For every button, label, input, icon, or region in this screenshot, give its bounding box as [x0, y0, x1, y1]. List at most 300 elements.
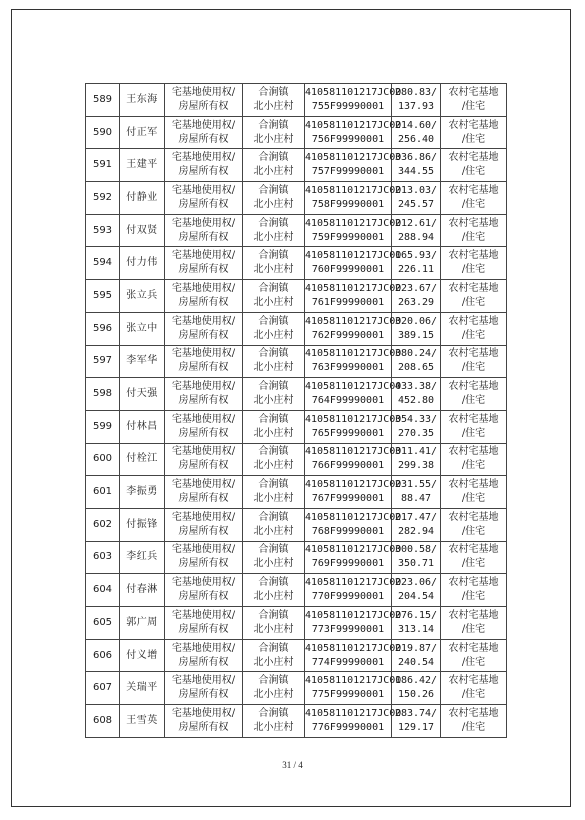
cell-index: 602 — [86, 508, 120, 541]
cell-unit-code-line: 757F99990001 — [311, 166, 385, 178]
cell-right-type-line: 房屋所有权 — [178, 656, 229, 668]
cell-unit-code-line: 774F99990001 — [311, 656, 385, 668]
cell-index: 596 — [86, 312, 120, 345]
cell-usage — [441, 378, 507, 411]
cell-area-line: 217.47/ — [394, 511, 438, 523]
cell-location — [243, 607, 305, 640]
cell-unit-code — [305, 84, 402, 117]
cell-area-line: 288.94 — [397, 231, 435, 243]
cell-area-line: 389.15 — [397, 329, 435, 341]
cell-location — [243, 312, 305, 345]
cell-unit-code — [305, 476, 402, 509]
cell-area — [392, 280, 441, 313]
cell-owner-name: 付双贤 — [120, 214, 165, 247]
table-row — [86, 84, 507, 117]
cell-index: 605 — [86, 607, 120, 640]
cell-owner-name: 王建平 — [120, 149, 165, 182]
cell-unit-code-line: 410581101217JC00 — [305, 707, 402, 719]
cell-area-line: 452.80 — [397, 395, 435, 407]
cell-right-type — [165, 378, 243, 411]
cell-right-type — [165, 639, 243, 672]
cell-location-line: 合涧镇 — [258, 250, 289, 262]
cell-location — [243, 214, 305, 247]
cell-right-type — [165, 182, 243, 215]
cell-right-type-line: 宅基地使用权/ — [171, 707, 236, 719]
cell-location — [243, 182, 305, 215]
cell-usage — [441, 247, 507, 280]
cell-index: 600 — [86, 443, 120, 476]
cell-unit-code-line: 767F99990001 — [311, 493, 385, 505]
cell-unit-code — [305, 541, 402, 574]
cell-right-type-line: 宅基地使用权/ — [171, 217, 236, 229]
cell-usage — [441, 541, 507, 574]
cell-usage-line: 农村宅基地 — [448, 675, 499, 687]
cell-area — [392, 476, 441, 509]
page-number: 31 / 4 — [282, 760, 303, 770]
cell-unit-code-line: 410581101217JC00 — [305, 282, 402, 294]
cell-unit-code — [305, 182, 402, 215]
cell-usage-line: /住宅 — [461, 427, 486, 439]
cell-unit-code-line: 773F99990001 — [311, 623, 385, 635]
cell-right-type-line: 房屋所有权 — [178, 264, 229, 276]
cell-area-line: 219.87/ — [394, 642, 438, 654]
cell-area-line: 433.38/ — [394, 381, 438, 393]
cell-owner-name: 张立中 — [120, 312, 165, 345]
cell-owner-name: 付振锋 — [120, 508, 165, 541]
table-row — [86, 149, 507, 182]
cell-index: 599 — [86, 410, 120, 443]
cell-unit-code-line: 756F99990001 — [311, 133, 385, 145]
cell-right-type-line: 宅基地使用权/ — [171, 446, 236, 458]
cell-usage-line: /住宅 — [461, 525, 486, 537]
table-row — [86, 476, 507, 509]
cell-area-line: 137.93 — [397, 100, 435, 112]
cell-usage — [441, 84, 507, 117]
cell-unit-code — [305, 705, 402, 738]
cell-location — [243, 508, 305, 541]
cell-unit-code-line: 410581101217JC00 — [305, 511, 402, 523]
cell-usage-line: /住宅 — [461, 133, 486, 145]
cell-unit-code-line: 410581101217JC00 — [305, 642, 402, 654]
cell-unit-code-line: 410581101217JC00 — [305, 217, 402, 229]
cell-right-type — [165, 149, 243, 182]
cell-usage-line: /住宅 — [461, 296, 486, 308]
cell-right-type — [165, 345, 243, 378]
table-body — [86, 84, 507, 738]
cell-area-line: 280.83/ — [394, 86, 438, 98]
cell-owner-name: 李红兵 — [120, 541, 165, 574]
cell-area-line: 313.14 — [397, 623, 435, 635]
cell-unit-code-line: 759F99990001 — [311, 231, 385, 243]
cell-right-type-line: 宅基地使用权/ — [171, 348, 236, 360]
cell-right-type — [165, 214, 243, 247]
table-row — [86, 247, 507, 280]
cell-unit-code — [305, 345, 402, 378]
cell-unit-code-line: 768F99990001 — [311, 525, 385, 537]
cell-usage-line: 农村宅基地 — [448, 707, 499, 719]
cell-location — [243, 84, 305, 117]
cell-unit-code-line: 764F99990001 — [311, 395, 385, 407]
cell-area-line: 270.35 — [397, 427, 435, 439]
cell-location-line: 北小庄村 — [253, 493, 294, 505]
cell-right-type-line: 宅基地使用权/ — [171, 282, 236, 294]
cell-area-line: 165.93/ — [394, 250, 438, 262]
cell-area-line: 311.41/ — [394, 446, 438, 458]
cell-index: 594 — [86, 247, 120, 280]
cell-usage-line: /住宅 — [461, 689, 486, 701]
cell-area-line: 208.65 — [397, 362, 435, 374]
cell-index: 593 — [86, 214, 120, 247]
registration-table — [85, 83, 507, 738]
table-row — [86, 705, 507, 738]
cell-index: 589 — [86, 84, 120, 117]
cell-owner-name: 付林昌 — [120, 410, 165, 443]
cell-usage-line: 农村宅基地 — [448, 152, 499, 164]
cell-location-line: 北小庄村 — [253, 133, 294, 145]
table-row — [86, 378, 507, 411]
cell-unit-code-line: 758F99990001 — [311, 198, 385, 210]
cell-usage — [441, 574, 507, 607]
cell-area-line: 350.71 — [397, 558, 435, 570]
cell-area-line: 129.17 — [397, 721, 435, 733]
cell-area-line: 240.54 — [397, 656, 435, 668]
cell-right-type — [165, 508, 243, 541]
cell-right-type-line: 宅基地使用权/ — [171, 250, 236, 262]
cell-unit-code-line: 410581101217JC00 — [305, 315, 402, 327]
cell-unit-code-line: 410581101217JC00 — [305, 413, 402, 425]
cell-area — [392, 705, 441, 738]
cell-area — [392, 574, 441, 607]
cell-owner-name: 李军华 — [120, 345, 165, 378]
cell-area-line: 88.47 — [400, 493, 432, 505]
cell-right-type-line: 宅基地使用权/ — [171, 479, 236, 491]
cell-area — [392, 607, 441, 640]
cell-unit-code-line: 410581101217JC00 — [305, 348, 402, 360]
cell-usage-line: 农村宅基地 — [448, 119, 499, 131]
cell-area-line: 263.29 — [397, 296, 435, 308]
cell-area — [392, 312, 441, 345]
table-row — [86, 639, 507, 672]
cell-area — [392, 410, 441, 443]
cell-usage-line: /住宅 — [461, 264, 486, 276]
cell-unit-code-line: 410581101217JC00 — [305, 381, 402, 393]
cell-location-line: 合涧镇 — [258, 675, 289, 687]
cell-unit-code-line: 762F99990001 — [311, 329, 385, 341]
cell-area-line: 223.67/ — [394, 282, 438, 294]
cell-unit-code — [305, 443, 402, 476]
cell-right-type-line: 房屋所有权 — [178, 362, 229, 374]
cell-right-type-line: 宅基地使用权/ — [171, 119, 236, 131]
cell-usage — [441, 672, 507, 705]
table-row — [86, 280, 507, 313]
cell-usage-line: /住宅 — [461, 623, 486, 635]
cell-unit-code-line: 761F99990001 — [311, 296, 385, 308]
cell-unit-code — [305, 378, 402, 411]
cell-right-type-line: 房屋所有权 — [178, 689, 229, 701]
cell-area-line: 380.24/ — [394, 348, 438, 360]
cell-location-line: 北小庄村 — [253, 296, 294, 308]
cell-location — [243, 639, 305, 672]
cell-owner-name: 付静业 — [120, 182, 165, 215]
cell-area-line: 354.33/ — [394, 413, 438, 425]
cell-usage-line: /住宅 — [461, 100, 486, 112]
cell-location-line: 北小庄村 — [253, 362, 294, 374]
table-row — [86, 508, 507, 541]
cell-area — [392, 345, 441, 378]
cell-location-line: 合涧镇 — [258, 86, 289, 98]
cell-location-line: 合涧镇 — [258, 381, 289, 393]
cell-location-line: 合涧镇 — [258, 217, 289, 229]
cell-unit-code — [305, 214, 402, 247]
cell-location-line: 合涧镇 — [258, 184, 289, 196]
cell-location-line: 合涧镇 — [258, 577, 289, 589]
cell-usage-line: 农村宅基地 — [448, 609, 499, 621]
cell-right-type-line: 房屋所有权 — [178, 591, 229, 603]
cell-usage-line: /住宅 — [461, 493, 486, 505]
cell-location-line: 合涧镇 — [258, 152, 289, 164]
cell-location-line: 合涧镇 — [258, 511, 289, 523]
cell-area-line: 282.94 — [397, 525, 435, 537]
cell-location — [243, 672, 305, 705]
cell-usage-line: 农村宅基地 — [448, 446, 499, 458]
cell-usage — [441, 280, 507, 313]
cell-usage-line: 农村宅基地 — [448, 642, 499, 654]
cell-right-type-line: 宅基地使用权/ — [171, 642, 236, 654]
cell-owner-name: 张立兵 — [120, 280, 165, 313]
cell-right-type-line: 房屋所有权 — [178, 558, 229, 570]
cell-area — [392, 149, 441, 182]
table-row — [86, 116, 507, 149]
cell-unit-code-line: 410581101217JC00 — [305, 544, 402, 556]
cell-usage-line: 农村宅基地 — [448, 381, 499, 393]
cell-area-line: 300.58/ — [394, 544, 438, 556]
cell-unit-code-line: 770F99990001 — [311, 591, 385, 603]
cell-owner-name: 王东海 — [120, 84, 165, 117]
cell-right-type-line: 房屋所有权 — [178, 721, 229, 733]
cell-location-line: 北小庄村 — [253, 100, 294, 112]
cell-usage — [441, 607, 507, 640]
cell-right-type-line: 宅基地使用权/ — [171, 675, 236, 687]
cell-right-type-line: 房屋所有权 — [178, 493, 229, 505]
cell-location-line: 北小庄村 — [253, 460, 294, 472]
cell-right-type-line: 宅基地使用权/ — [171, 413, 236, 425]
cell-unit-code — [305, 607, 402, 640]
cell-location-line: 北小庄村 — [253, 264, 294, 276]
cell-location-line: 北小庄村 — [253, 329, 294, 341]
cell-unit-code-line: 410581101217JC00 — [305, 446, 402, 458]
table-row — [86, 574, 507, 607]
cell-area — [392, 639, 441, 672]
cell-location-line: 合涧镇 — [258, 707, 289, 719]
cell-usage-line: /住宅 — [461, 231, 486, 243]
cell-unit-code — [305, 280, 402, 313]
cell-right-type — [165, 410, 243, 443]
cell-right-type-line: 房屋所有权 — [178, 427, 229, 439]
cell-right-type-line: 宅基地使用权/ — [171, 511, 236, 523]
cell-usage-line: /住宅 — [461, 395, 486, 407]
cell-area — [392, 508, 441, 541]
cell-location — [243, 345, 305, 378]
cell-area-line: 320.06/ — [394, 315, 438, 327]
cell-location-line: 北小庄村 — [253, 558, 294, 570]
cell-area-line: 150.26 — [397, 689, 435, 701]
cell-usage-line: /住宅 — [461, 329, 486, 341]
cell-usage — [441, 312, 507, 345]
cell-index: 595 — [86, 280, 120, 313]
cell-unit-code-line: 410581101217JC00 — [305, 250, 402, 262]
cell-unit-code — [305, 116, 402, 149]
cell-right-type-line: 房屋所有权 — [178, 395, 229, 407]
cell-area-line: 245.57 — [397, 198, 435, 210]
cell-right-type — [165, 705, 243, 738]
cell-usage — [441, 639, 507, 672]
cell-index: 598 — [86, 378, 120, 411]
cell-area — [392, 247, 441, 280]
cell-location-line: 北小庄村 — [253, 427, 294, 439]
cell-right-type-line: 房屋所有权 — [178, 166, 229, 178]
cell-right-type — [165, 541, 243, 574]
cell-index: 606 — [86, 639, 120, 672]
cell-location — [243, 378, 305, 411]
cell-owner-name: 付力伟 — [120, 247, 165, 280]
cell-right-type — [165, 574, 243, 607]
cell-location-line: 北小庄村 — [253, 166, 294, 178]
cell-location-line: 合涧镇 — [258, 413, 289, 425]
cell-area — [392, 672, 441, 705]
cell-usage — [441, 345, 507, 378]
cell-area-line: 212.61/ — [394, 217, 438, 229]
cell-right-type — [165, 312, 243, 345]
cell-location-line: 北小庄村 — [253, 231, 294, 243]
cell-area — [392, 116, 441, 149]
cell-right-type-line: 房屋所有权 — [178, 198, 229, 210]
cell-location-line: 合涧镇 — [258, 348, 289, 360]
cell-unit-code-line: 41058110121​7JC00 — [305, 86, 402, 98]
cell-index: 592 — [86, 182, 120, 215]
cell-area-line: 214.60/ — [394, 119, 438, 131]
cell-usage-line: /住宅 — [461, 198, 486, 210]
cell-location-line: 合涧镇 — [258, 282, 289, 294]
cell-area-line: 226.11 — [397, 264, 435, 276]
table-row — [86, 345, 507, 378]
cell-right-type — [165, 84, 243, 117]
cell-unit-code — [305, 149, 402, 182]
cell-location-line: 北小庄村 — [253, 689, 294, 701]
cell-location-line: 合涧镇 — [258, 642, 289, 654]
cell-owner-name: 关瑞平 — [120, 672, 165, 705]
cell-usage — [441, 182, 507, 215]
cell-usage — [441, 476, 507, 509]
cell-usage — [441, 410, 507, 443]
cell-right-type-line: 宅基地使用权/ — [171, 86, 236, 98]
cell-location — [243, 280, 305, 313]
cell-owner-name: 付正军 — [120, 116, 165, 149]
cell-location-line: 北小庄村 — [253, 591, 294, 603]
table-row — [86, 541, 507, 574]
cell-right-type — [165, 443, 243, 476]
cell-owner-name: 付义增 — [120, 639, 165, 672]
cell-usage-line: /住宅 — [461, 166, 486, 178]
cell-usage-line: /住宅 — [461, 460, 486, 472]
cell-right-type-line: 房屋所有权 — [178, 460, 229, 472]
cell-location — [243, 149, 305, 182]
cell-owner-name: 郭广周 — [120, 607, 165, 640]
cell-owner-name: 付春淋 — [120, 574, 165, 607]
cell-right-type-line: 房屋所有权 — [178, 329, 229, 341]
cell-usage-line: 农村宅基地 — [448, 544, 499, 556]
cell-unit-code-line: 765F99990001 — [311, 427, 385, 439]
cell-right-type-line: 宅基地使用权/ — [171, 315, 236, 327]
cell-right-type-line: 宅基地使用权/ — [171, 184, 236, 196]
cell-index: 591 — [86, 149, 120, 182]
cell-location — [243, 116, 305, 149]
cell-right-type — [165, 476, 243, 509]
cell-index: 603 — [86, 541, 120, 574]
cell-right-type-line: 房屋所有权 — [178, 133, 229, 145]
cell-unit-code-line: 410581101217JC00 — [305, 577, 402, 589]
cell-unit-code — [305, 672, 402, 705]
cell-right-type-line: 房屋所有权 — [178, 296, 229, 308]
table-row — [86, 312, 507, 345]
cell-usage-line: /住宅 — [461, 591, 486, 603]
cell-right-type-line: 房屋所有权 — [178, 231, 229, 243]
cell-usage-line: /住宅 — [461, 656, 486, 668]
cell-index: 590 — [86, 116, 120, 149]
cell-usage — [441, 149, 507, 182]
cell-unit-code-line: 410581101217JC00 — [305, 609, 402, 621]
cell-right-type-line: 房屋所有权 — [178, 100, 229, 112]
cell-area-line: 283.74/ — [394, 707, 438, 719]
cell-right-type — [165, 607, 243, 640]
cell-unit-code-line: 769F99990001 — [311, 558, 385, 570]
cell-location-line: 合涧镇 — [258, 446, 289, 458]
cell-location-line: 合涧镇 — [258, 544, 289, 556]
cell-area-line: 231.55/ — [394, 479, 438, 491]
cell-area-line: 336.86/ — [394, 152, 438, 164]
cell-unit-code-line: 410581101217JC00 — [305, 675, 402, 687]
cell-right-type-line: 房屋所有权 — [178, 525, 229, 537]
cell-right-type-line: 房屋所有权 — [178, 623, 229, 635]
table-row — [86, 672, 507, 705]
cell-unit-code — [305, 247, 402, 280]
cell-unit-code — [305, 410, 402, 443]
cell-index: 608 — [86, 705, 120, 738]
cell-location — [243, 705, 305, 738]
cell-index: 597 — [86, 345, 120, 378]
cell-usage-line: 农村宅基地 — [448, 479, 499, 491]
cell-usage — [441, 705, 507, 738]
cell-right-type-line: 宅基地使用权/ — [171, 152, 236, 164]
cell-index: 601 — [86, 476, 120, 509]
cell-unit-code-line: 766F99990001 — [311, 460, 385, 472]
cell-area — [392, 182, 441, 215]
cell-right-type-line: 宅基地使用权/ — [171, 381, 236, 393]
cell-location — [243, 476, 305, 509]
cell-usage-line: 农村宅基地 — [448, 282, 499, 294]
cell-location — [243, 410, 305, 443]
cell-right-type-line: 宅基地使用权/ — [171, 609, 236, 621]
cell-location-line: 北小庄村 — [253, 623, 294, 635]
cell-area-line: 186.42/ — [394, 675, 438, 687]
cell-usage-line: 农村宅基地 — [448, 577, 499, 589]
cell-right-type — [165, 116, 243, 149]
cell-location-line: 合涧镇 — [258, 479, 289, 491]
table-row — [86, 410, 507, 443]
cell-usage-line: 农村宅基地 — [448, 184, 499, 196]
cell-index: 604 — [86, 574, 120, 607]
cell-unit-code-line: 410581101217JC00 — [305, 152, 402, 164]
cell-right-type — [165, 247, 243, 280]
